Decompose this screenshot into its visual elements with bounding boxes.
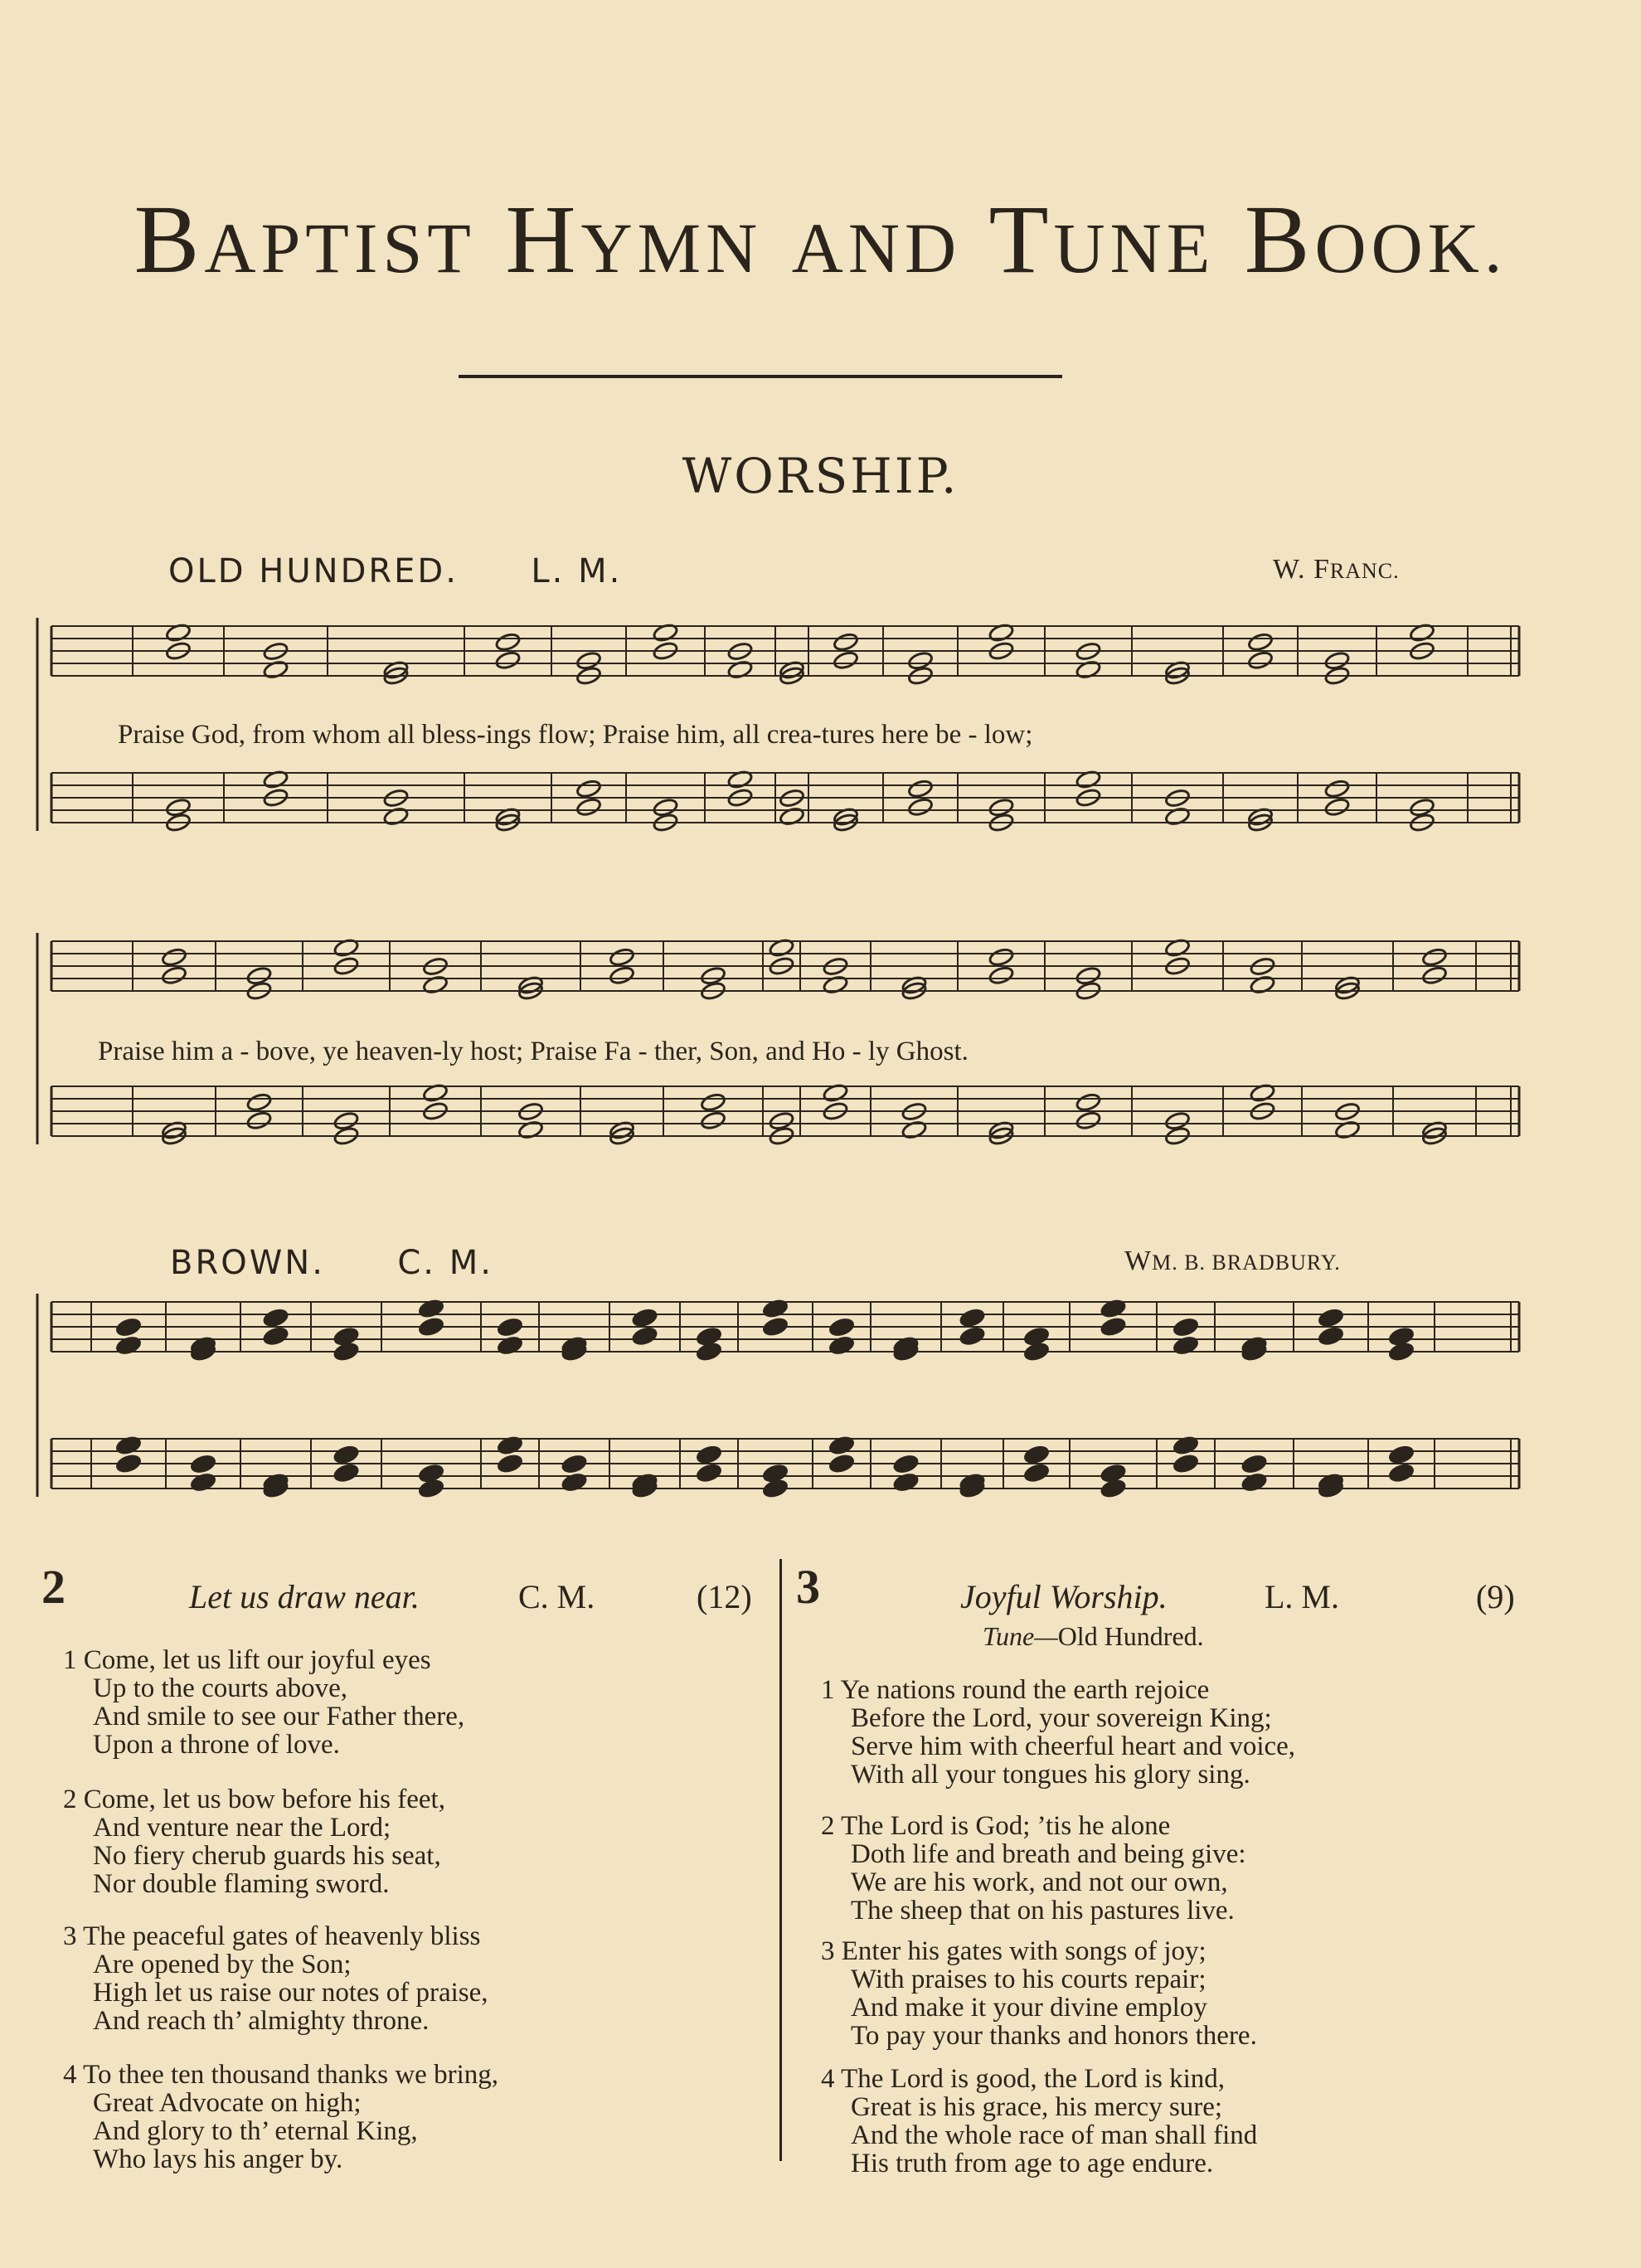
note-head bbox=[561, 1472, 588, 1493]
note-head bbox=[1247, 650, 1274, 671]
hymn-title: Let us draw near. bbox=[189, 1578, 420, 1615]
note-head bbox=[823, 974, 849, 995]
note-head bbox=[1075, 1092, 1102, 1113]
note-head bbox=[1100, 1479, 1127, 1499]
tune-name: OLD HUNDRED. bbox=[168, 552, 459, 590]
hymn-number: 3 bbox=[796, 1560, 820, 1614]
hymn-meter: C. M. bbox=[518, 1578, 595, 1615]
note-head bbox=[115, 1317, 142, 1338]
lyric-line-2: Praise him a - bove, ye heaven-ly host; Praise Fa - ther, Son, and Ho - ly Ghost. bbox=[98, 1037, 969, 1066]
tune-meter: L. M. bbox=[531, 552, 623, 590]
note-head bbox=[893, 1472, 920, 1493]
hymn-number: 2 bbox=[41, 1560, 66, 1614]
note-head bbox=[1318, 1308, 1344, 1328]
verse-2: 2 The Lord is God; ’tis he alone Doth life and breath and being give: We are his work, and not our own, The sheep that on his pastures live. bbox=[821, 1811, 1246, 1926]
note-head bbox=[779, 806, 805, 827]
verse-1: 1 Ye nations round the earth rejoice Before the Lord, your sovereign King; Serve him with cheerful heart and voice, With all your tongues his glory sing. bbox=[821, 1675, 1296, 1790]
note-head bbox=[828, 1317, 855, 1338]
note-head bbox=[1023, 1342, 1050, 1362]
note-head bbox=[1023, 1463, 1050, 1484]
note-head bbox=[959, 1308, 986, 1328]
note-head bbox=[1023, 1445, 1050, 1465]
composer-brown: WM. B. BRADBURY. bbox=[1124, 1246, 1341, 1276]
note-head bbox=[828, 1335, 855, 1356]
note-head bbox=[1164, 806, 1191, 827]
note-head bbox=[1241, 1472, 1268, 1493]
note-head bbox=[1172, 1335, 1199, 1356]
note-head bbox=[422, 974, 449, 995]
note-head bbox=[190, 1472, 216, 1493]
hymn-title: Joyful Worship. bbox=[960, 1578, 1168, 1615]
note-head bbox=[517, 1119, 544, 1140]
note-head bbox=[907, 797, 934, 818]
note-head bbox=[383, 806, 410, 827]
note-head bbox=[1172, 1454, 1199, 1474]
verse-4: 4 To thee ten thousand thanks we bring, Great Advocate on high; And glory to th’ eternal King, Who lays his anger by. bbox=[63, 2060, 498, 2174]
note-head bbox=[495, 632, 522, 653]
note-head bbox=[696, 1445, 722, 1465]
book-title: BAPTIST HYMN AND TUNE BOOK. bbox=[134, 185, 1507, 294]
note-head bbox=[1421, 947, 1448, 968]
verse-3: 3 The peaceful gates of heavenly bliss Are opened by the Son; High let us raise our notes of praise, And reach th’ almighty throne. bbox=[63, 1921, 488, 2036]
verse-3: 3 Enter his gates with songs of joy; With praises to his courts repair; And make it your divine employ To pay your thanks and honors there. bbox=[821, 1936, 1257, 2051]
note-head bbox=[696, 1463, 722, 1484]
note-head bbox=[246, 1110, 273, 1131]
note-head bbox=[418, 1317, 444, 1338]
note-head bbox=[161, 965, 187, 986]
note-head bbox=[893, 1454, 920, 1474]
note-head bbox=[632, 1326, 658, 1347]
note-head bbox=[700, 1110, 726, 1131]
note-head bbox=[333, 1445, 360, 1465]
note-head bbox=[575, 797, 602, 818]
note-head bbox=[115, 1335, 142, 1356]
hymn-meter: L. M. bbox=[1265, 1578, 1339, 1615]
note-head bbox=[1241, 1454, 1268, 1474]
verse-4: 4 The Lord is good, the Lord is kind, Great is his grace, his mercy sure; And the whole race of man shall find His truth from age to age endure. bbox=[821, 2064, 1258, 2178]
verse-2: 2 Come, let us bow before his feet, And venture near the Lord; No fiery cherub guards his seat, Nor double flaming sword. bbox=[63, 1785, 445, 1899]
note-head bbox=[901, 1119, 928, 1140]
note-head bbox=[833, 650, 859, 671]
hymn-tune-line: Tune—Old Hundred. bbox=[983, 1621, 1204, 1651]
note-head bbox=[1247, 632, 1274, 653]
note-head bbox=[561, 1454, 588, 1474]
note-head bbox=[161, 947, 187, 968]
note-head bbox=[263, 1326, 289, 1347]
lyric-line-1: Praise God, from whom all bless-ings flow; Praise him, all crea-tures here be - low; bbox=[118, 720, 1033, 750]
hymn-ref: (9) bbox=[1476, 1578, 1515, 1615]
note-head bbox=[497, 1335, 523, 1356]
note-head bbox=[497, 1317, 523, 1338]
note-head bbox=[762, 1479, 789, 1499]
note-head bbox=[609, 965, 635, 986]
note-head bbox=[907, 779, 934, 799]
note-head bbox=[263, 659, 289, 680]
title-and: AND bbox=[791, 208, 962, 288]
note-head bbox=[696, 1342, 722, 1362]
note-head bbox=[988, 947, 1015, 968]
note-head bbox=[727, 659, 754, 680]
note-head bbox=[190, 1454, 216, 1474]
note-head bbox=[1324, 797, 1351, 818]
note-head bbox=[959, 1326, 986, 1347]
note-head bbox=[1388, 1445, 1415, 1465]
note-head bbox=[1388, 1463, 1415, 1484]
section-title: WORSHIP. bbox=[682, 448, 959, 504]
note-head bbox=[1318, 1326, 1344, 1347]
note-head bbox=[833, 632, 859, 653]
note-head bbox=[700, 1092, 726, 1113]
note-head bbox=[575, 779, 602, 799]
note-head bbox=[828, 1454, 855, 1474]
composer-old-hundred: W. FRANC. bbox=[1273, 554, 1400, 585]
tune-header-brown bbox=[170, 1244, 493, 1282]
note-head bbox=[1075, 659, 1102, 680]
note-head bbox=[1334, 1119, 1361, 1140]
note-head bbox=[246, 1092, 273, 1113]
note-head bbox=[1388, 1342, 1415, 1362]
note-head bbox=[1075, 1110, 1102, 1131]
column-divider bbox=[779, 1559, 782, 2161]
note-head bbox=[333, 1342, 360, 1362]
note-head bbox=[333, 1463, 360, 1484]
note-head bbox=[1421, 965, 1448, 986]
note-head bbox=[1250, 974, 1276, 995]
note-head bbox=[495, 650, 522, 671]
note-head bbox=[609, 947, 635, 968]
verse-1: 1 Come, let us lift our joyful eyes Up to the courts above, And smile to see our Father there, Upon a throne of love. bbox=[63, 1645, 465, 1760]
tune-meter: C. M. bbox=[397, 1244, 493, 1282]
note-head bbox=[1324, 779, 1351, 799]
hymn-ref: (12) bbox=[697, 1578, 752, 1615]
tune-name: BROWN. bbox=[170, 1244, 325, 1282]
note-head bbox=[497, 1454, 523, 1474]
note-head bbox=[632, 1308, 658, 1328]
note-head bbox=[762, 1317, 789, 1338]
note-head bbox=[1100, 1317, 1127, 1338]
note-head bbox=[988, 965, 1015, 986]
note-head bbox=[1172, 1317, 1199, 1338]
note-head bbox=[418, 1479, 444, 1499]
note-head bbox=[263, 1308, 289, 1328]
note-head bbox=[115, 1454, 142, 1474]
